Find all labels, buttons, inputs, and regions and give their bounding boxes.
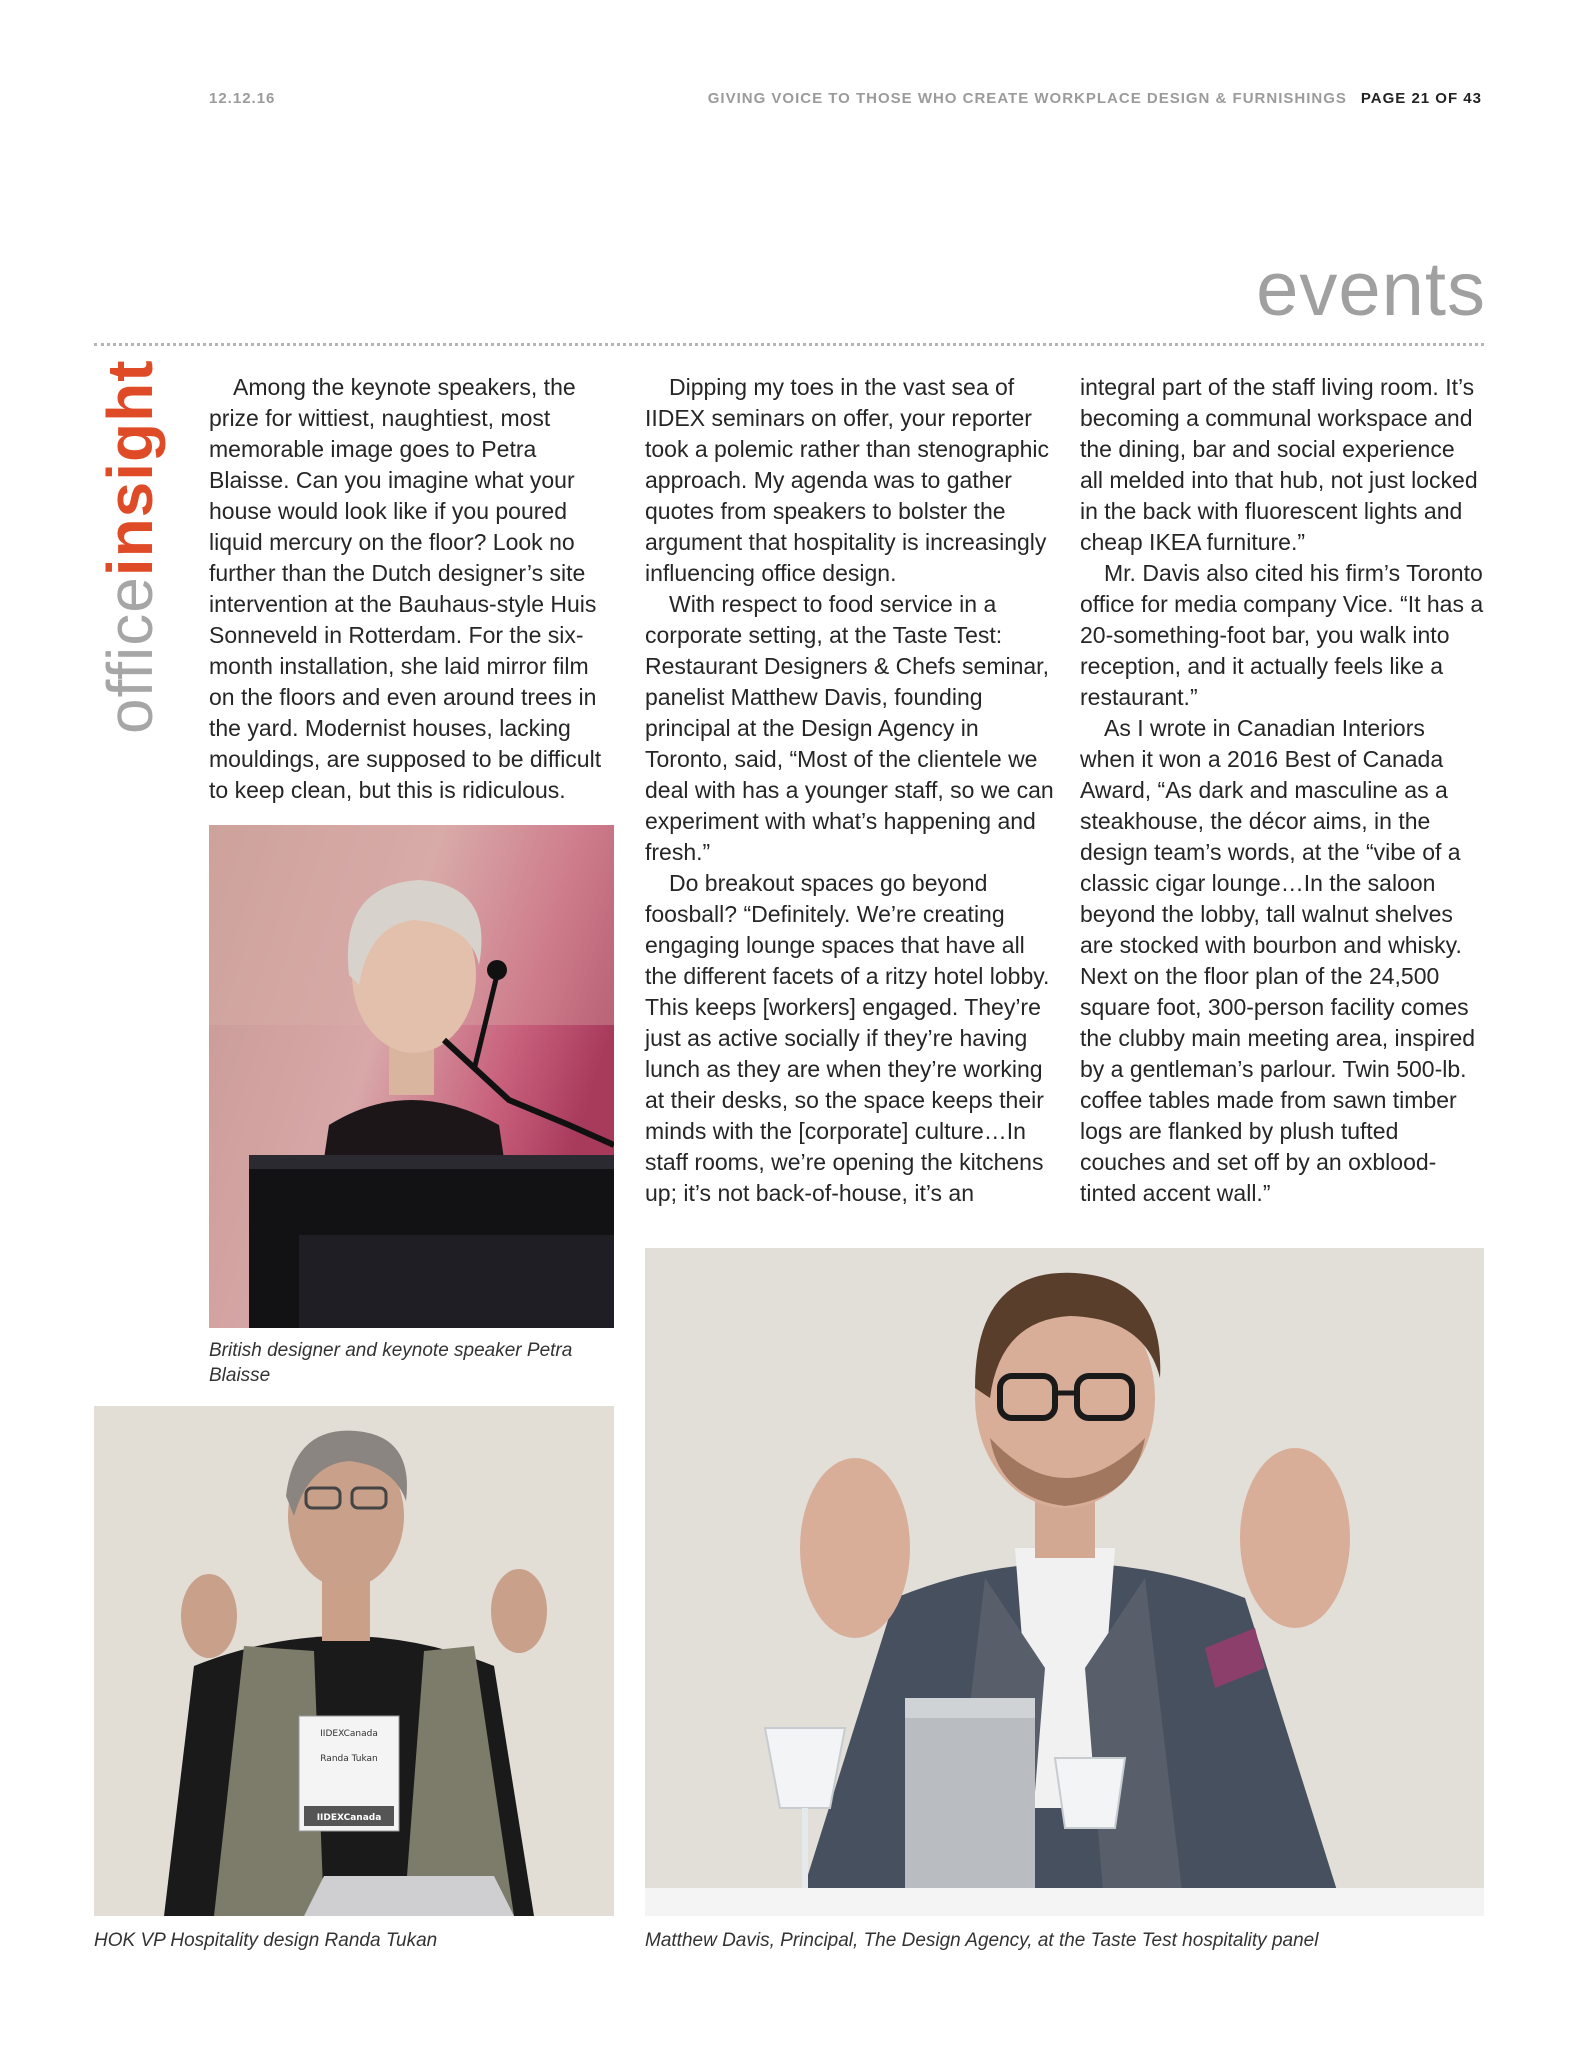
- paragraph: Do breakout spaces go beyond foosball? “Definitely. We’re creating engaging lounge spaces that have all the different facets of a ritzy hotel lobby. This keeps [workers] engaged. They’re just as active socially if they’re having lunch as they are when they’re working at their desks, so the space keeps their minds with the [corporate] culture…In staff rooms, we’re opening the kitchens up; it’s not back-of-house, it’s an: [645, 870, 1050, 1206]
- article-column-1: [209, 372, 616, 806]
- paragraph: Dipping my toes in the vast sea of IIDEX seminars on offer, your reporter took a polemic rather than stenographic approach. My agenda was to gather quotes from speakers to bolster the argument that hospitality is increasingly influencing office design.: [645, 374, 1050, 586]
- article-column-2: [645, 372, 1057, 1209]
- logo-part-office: office: [94, 576, 166, 734]
- caption-photo-3: Matthew Davis, Principal, The Design Agency, at the Taste Test hospitality panel: [645, 1930, 1319, 1951]
- page-number: PAGE 21 OF 43: [1360, 90, 1482, 107]
- caption-photo-1: British designer and keynote speaker Petra Blaisse: [209, 1340, 573, 1386]
- logo-part-insight: insight: [94, 359, 166, 577]
- photo-petra-blaisse: [209, 825, 614, 1328]
- photo-randa-tukan: [94, 1406, 614, 1916]
- paragraph: As I wrote in Canadian Interiors when it won a 2016 Best of Canada Award, “As dark and masculine as a steakhouse, the décor aims, in the design team’s words, at the “vibe of a classic cigar lounge…In the saloon beyond the lobby, tall walnut shelves are stocked with bourbon and whisky. Next on the floor plan of the 24,500 square foot, 300-person facility comes the clubby main meeting area, inspired by a gentleman’s parlour. Twin 500-lb. coffee tables made from sawn timber logs are flanked by plush tufted couches and set off by an oxblood-tinted accent wall.”: [1080, 715, 1476, 1206]
- badge-name: Randa Tukan: [320, 1754, 378, 1764]
- paragraph: Among the keynote speakers, the prize for wittiest, naughtiest, most memorable image goes to Petra Blaisse. Can you imagine what your house would look like if you poured liquid mercury on the floor? Look no further than the Dutch designer’s site intervention at the Bauhaus-style Huis Sonneveld in Rotterdam. For the six-month installation, she laid mirror film on the floors and even around trees in the yard. Modernist houses, lacking mouldings, are supposed to be difficult to keep clean, but this is ridiculous.: [209, 374, 602, 803]
- badge-title: IIDEXCanada: [320, 1729, 378, 1739]
- article-column-3: [1080, 372, 1484, 1209]
- paragraph: integral part of the staff living room. It’s becoming a communal workspace and the dining, bar and social experience all melded into that hub, not just locked in the back with fluorescent lights and cheap IKEA furniture.”: [1080, 374, 1478, 555]
- dotted-divider: [94, 343, 1484, 346]
- caption-photo-2: HOK VP Hospitality design Randa Tukan: [94, 1930, 438, 1951]
- badge-footer: IIDEXCanada: [316, 1813, 382, 1823]
- office-insight-logo: [94, 359, 166, 734]
- paragraph: Mr. Davis also cited his firm’s Toronto office for media company Vice. “It has a 20-something-foot bar, you walk into reception, and it actually feels like a restaurant.”: [1080, 560, 1484, 710]
- header-right: [708, 90, 1482, 107]
- section-title: events: [1256, 247, 1486, 332]
- paragraph: With respect to food service in a corporate setting, at the Taste Test: Restaurant Designers & Chefs seminar, panelist Matthew Davis, founding principal at the Design Agency in Toronto, said, “Most of the clientele we deal with has a younger staff, so we can experiment with what’s happening and fresh.”: [645, 591, 1054, 865]
- photo-matthew-davis: [645, 1248, 1484, 1916]
- header-tagline: GIVING VOICE TO THOSE WHO CREATE WORKPLACE DESIGN & FURNISHINGS: [707, 90, 1347, 107]
- issue-date: 12.12.16: [209, 90, 276, 107]
